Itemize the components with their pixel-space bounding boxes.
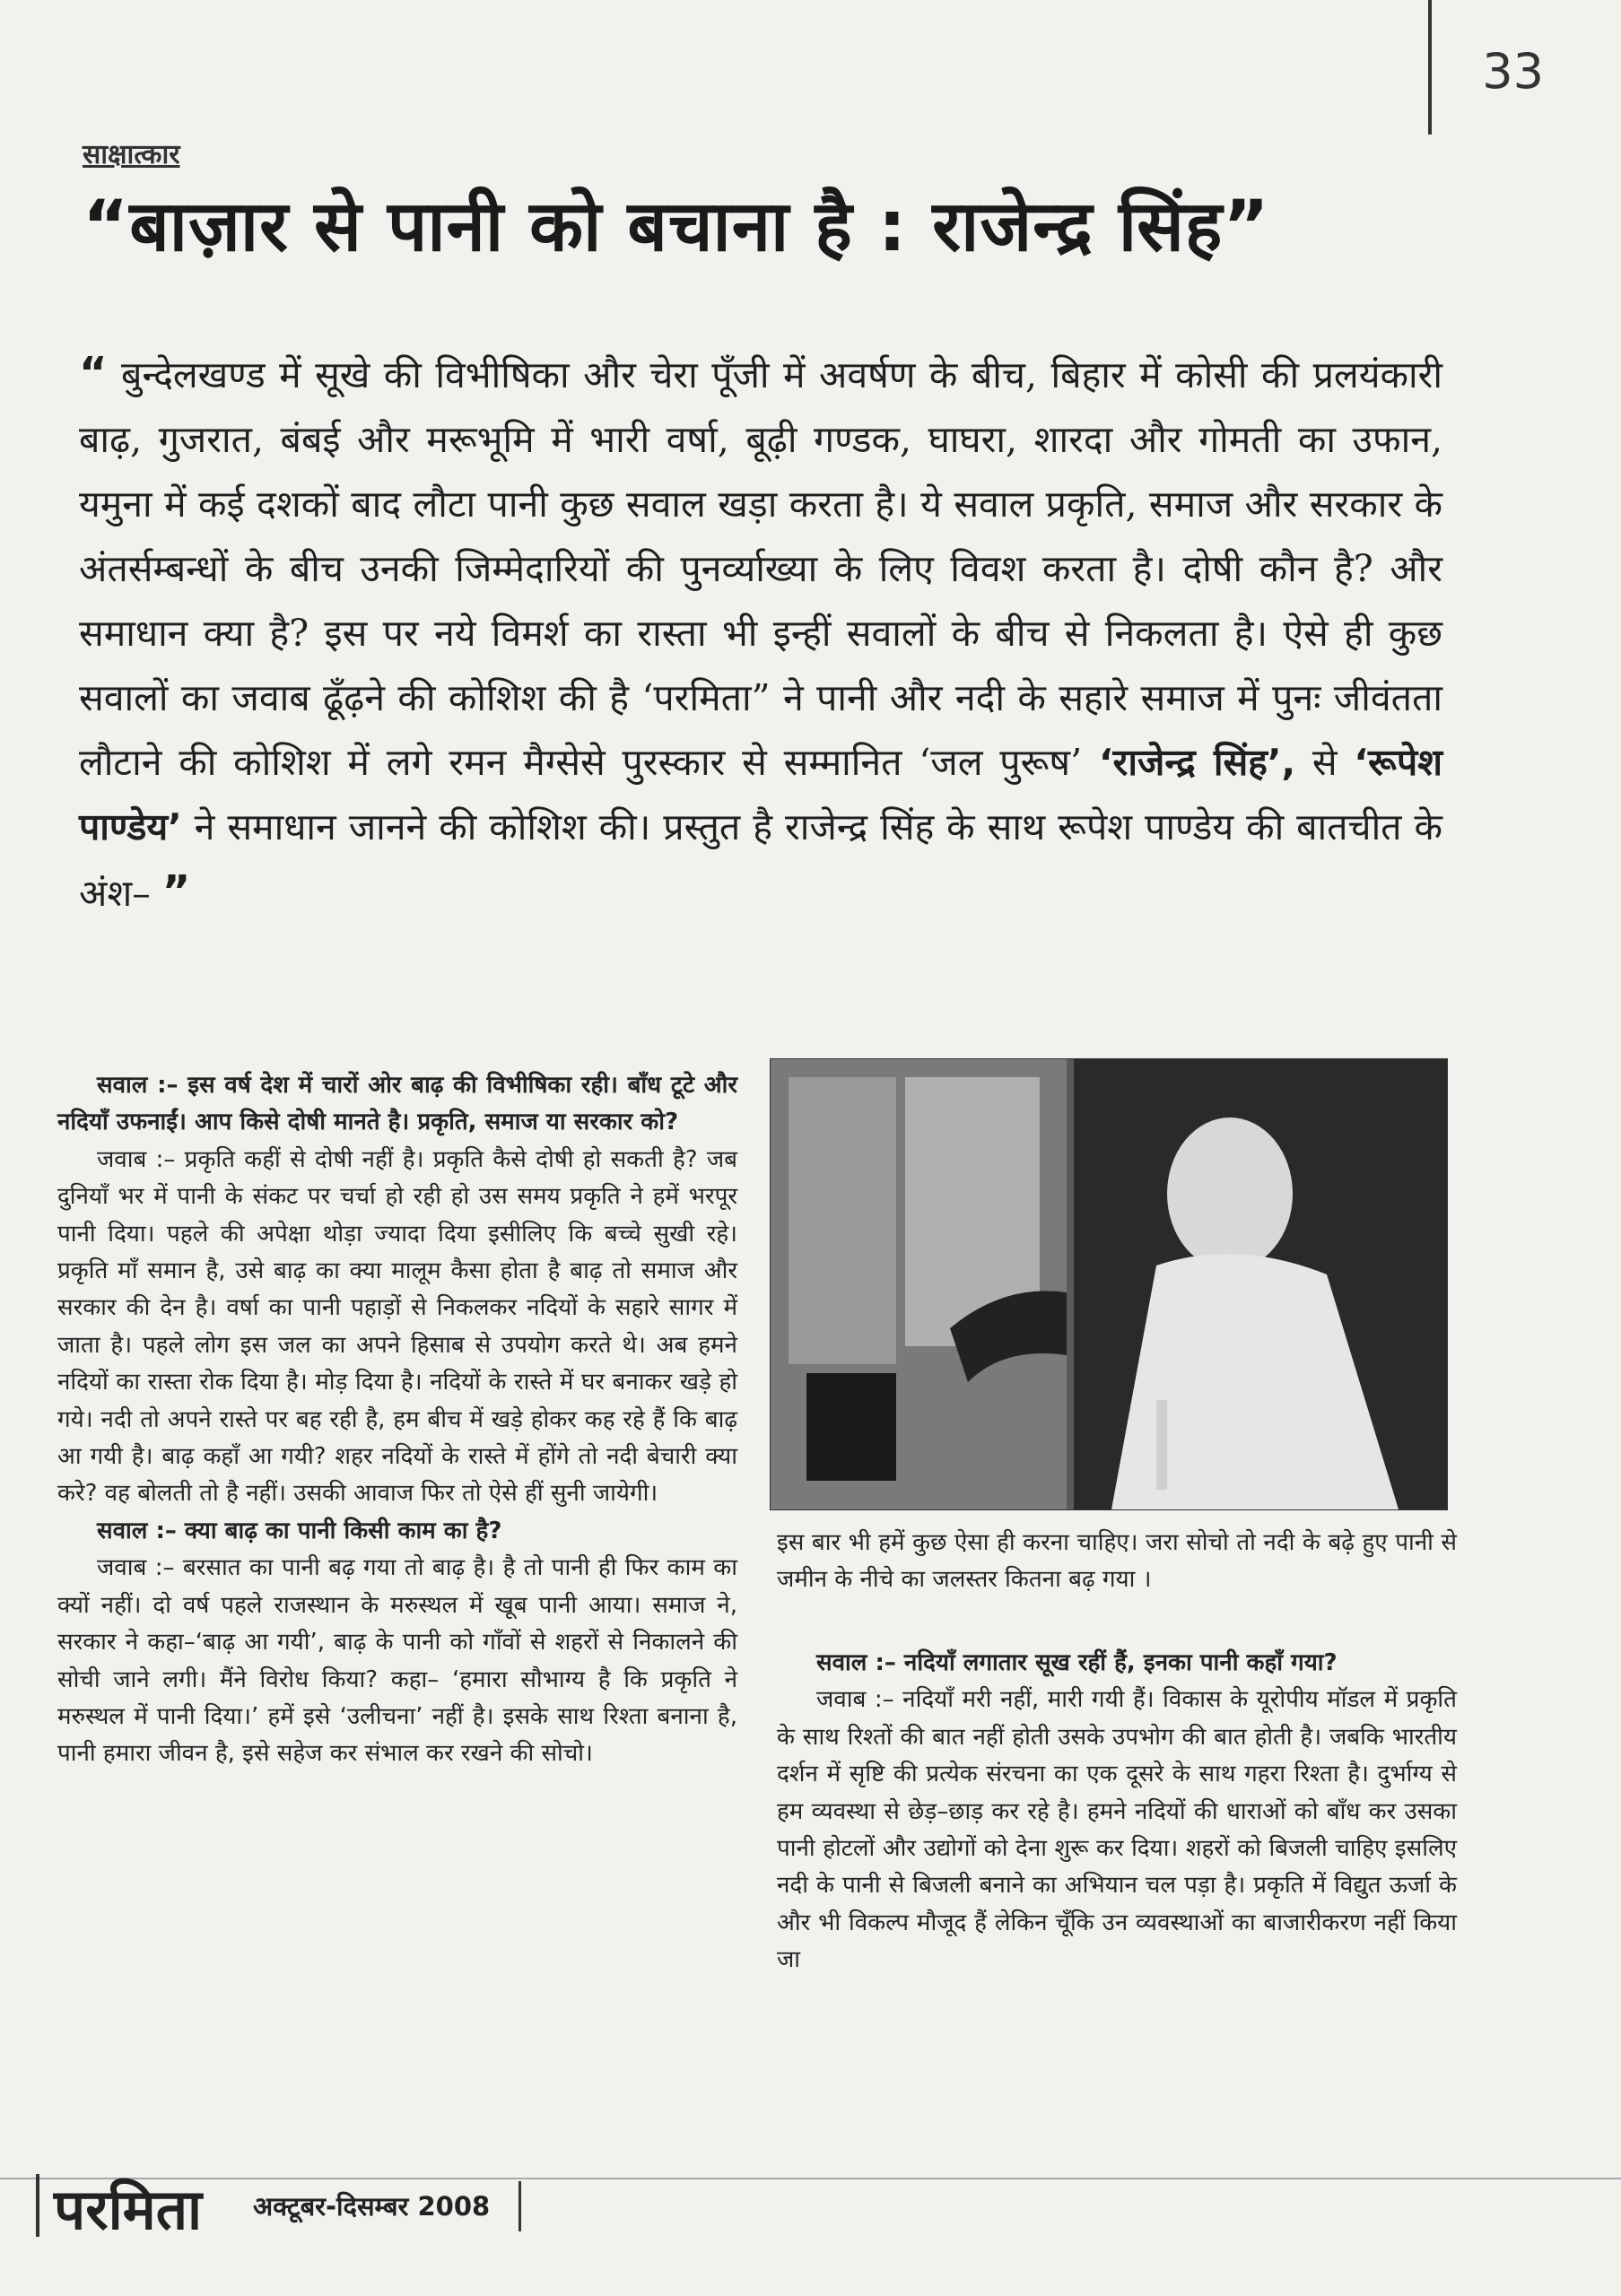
intro-paragraph <box>79 341 1442 926</box>
footer-rule <box>0 2178 1621 2179</box>
footer-bar <box>36 2174 39 2237</box>
photo-illustration <box>771 1059 1447 1509</box>
answer-2: जवाब :– बरसात का पानी बढ़ गया तो बाढ़ है। है तो पानी ही फिर काम का क्यों नहीं। दो वर्ष पहले राजस्थान के मरुस्थल में खूब पानी आया। समाज ने, सरकार ने कहा–‘बाढ़ आ गयी’, बाढ़ के पानी को गाँवों से शहरों से निकालने की सोची जाने लगी। मैंने विरोध किया? कहा– ‘हमारा सौभाग्य है कि प्रकृति ने मरुस्थल में पानी दिया।’ हमें इसे ‘उलीचना’ नहीं है। इसके साथ रिश्ता बनाना है, पानी हमारा जीवन है, इसे सहेज कर संभाल कर रखने की सोचो। <box>57 1554 737 1768</box>
intro-text-3: ने समाधान जानने की कोशिश की। प्रस्तुत है राजेन्द्र सिंह के साथ रूपेश पाण्डेय की बातचीत के अंश– <box>79 805 1442 915</box>
interviewer-name: ‘रूपेश पाण्डेय’ <box>79 741 1442 848</box>
interviewee-name: ‘राजेन्द्र सिंह’, <box>1098 741 1296 784</box>
intro-text-2: से <box>1312 741 1338 784</box>
question-2: सवाल :– क्या बाढ़ का पानी किसी काम का है? <box>97 1517 502 1544</box>
right-column-caption <box>777 1525 1457 1599</box>
photo-continuation-text: इस बार भी हमें कुछ ऐसा ही करना चाहिए। जरा सोचो तो नदी के बढ़े हुए पानी से जमीन के नीचे का जलस्तर कितना बढ़ गया । <box>777 1529 1457 1594</box>
section-label: साक्षात्कार <box>83 139 180 170</box>
intro-text-1: बुन्देलखण्ड में सूखे की विभीषिका और चेरा पूँजी में अवर्षण के बीच, बिहार में कोसी की प्रलयंकारी बाढ़, गुजरात, बंबई और मरूभूमि में भारी वर्षा, बूढ़ी गण्डक, घाघरा, शारदा और गोमती का उफान, यमुना में कई दशकों बाद लौटा पानी कुछ सवाल खड़ा करता है। ये सवाल प्रकृति, समाज और सरकार के अंतर्सम्बन्धों के बीच उनकी जिम्मेदारियों की पुनर्व्याख्या के लिए विवश करता है। दोषी कौन है? और समाधान क्या है? इस पर नये विमर्श का रास्ता भी इन्हीं सवालों के बीच से निकलता है। ऐसे ही कुछ सवालों का जवाब ढूँढ़ने की कोशिश की है ‘परमिता” ने पानी और नदी के सहारे समाज में पुनः जीवंतता लौटाने की कोशिश में लगे रमन मैग्सेसे पुरस्कार से सम्मानित ‘जल पुरूष’ <box>79 353 1442 784</box>
top-rule <box>1428 0 1432 135</box>
footer-separator <box>519 2181 521 2231</box>
page-number: 33 <box>1482 43 1544 100</box>
article-headline: “बाज़ार से पानी को बचाना है : राजेन्द्र सिंह” <box>83 187 1270 267</box>
magazine-logo: परमिता <box>54 2177 203 2242</box>
close-quote-mark: ” <box>161 866 191 917</box>
issue-date: अक्टूबर-दिसम्बर 2008 <box>253 2191 491 2222</box>
question-3: सवाल :– नदियाँ लगातार सूख रहीं हैं, इनका पानी कहाँ गया? <box>816 1649 1338 1676</box>
answer-3: जवाब :– नदियाँ मरी नहीं, मारी गयी हैं। विकास के यूरोपीय मॉडल में प्रकृति के साथ रिश्तों की बात नहीं होती उसके उपभोग की बात होती है। जबकि भारतीय दर्शन में सृष्टि की प्रत्येक संरचना का एक दूसरे के साथ गहरा रिश्ता है। दुर्भाग्य से हम व्यवस्था से छेड़–छाड़ कर रहे है। हमने नदियों की धाराओं को बाँध कर उसका पानी होटलों और उद्योगों को देना शुरू कर दिया। शहरों को बिजली चाहिए इसलिए नदी के पानी से बिजली बनाने का अभियान चल पड़ा है। प्रकृति में विद्युत ऊर्जा के और भी विकल्प मौजूद हैं लेकिन चूँकि उन व्यवस्थाओं का बाजारीकरण नहीं किया जा <box>777 1686 1457 1974</box>
right-column <box>777 1645 1457 1979</box>
open-quote-mark: “ <box>79 348 108 398</box>
left-column <box>57 1067 737 1773</box>
answer-1: जवाब :– प्रकृति कहीं से दोषी नहीं है। प्रकृति कैसे दोषी हो सकती है? जब दुनियाँ भर में पानी के संकट पर चर्चा हो रही हो उस समय प्रकृति ने हमें भरपूर पानी दिया। पहले की अपेक्षा थोड़ा ज्यादा दिया इसीलिए कि बच्चे सुखी रहे। प्रकृति माँ समान है, उसे बाढ़ का क्या मालूम कैसा होता है बाढ़ तो समाज और सरकार की देन है। वर्षा का पानी पहाड़ों से निकलकर नदियों के सहारे सागर में जाता है। पहले लोग इस जल का अपने हिसाब से उपयोग करते थे। अब हमने नदियों का रास्ता रोक दिया है। मोड़ दिया है। नदियों के रास्ते में घर बनाकर खड़े हो गये। नदी तो अपने रास्ते पर बह रही है, हम बीच में खड़े होकर कह रहे हैं कि बाढ़ आ गयी है। बाढ़ कहाँ आ गयी? शहर नदियों के रास्ते में होंगे तो नदी बेचारी क्या करे? वह बोलती तो है नहीं। उसकी आवाज फिर तो ऐसे हीं सुनी जायेगी। <box>57 1145 737 1508</box>
question-1: सवाल :– इस वर्ष देश में चारों ओर बाढ़ की विभीषिका रही। बाँध टूटे और नदियाँ उफनाईं। आप किसे दोषी मानते है। प्रकृति, समाज या सरकार को? <box>57 1072 737 1136</box>
interview-photo <box>770 1058 1448 1510</box>
